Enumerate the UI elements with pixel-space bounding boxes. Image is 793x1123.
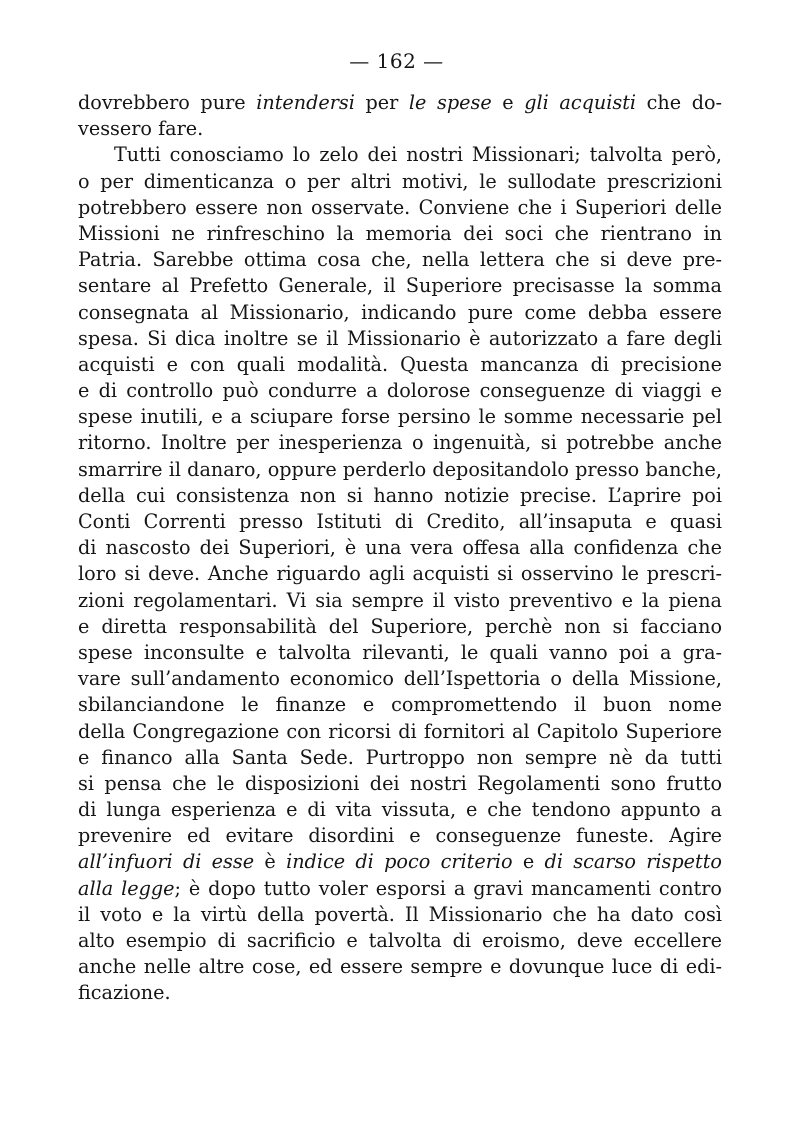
text-segment: di nascosto dei Superiori, è una vera offesa alla confidenza che	[78, 536, 722, 560]
text-segment: di scarso rispetto	[544, 850, 722, 874]
text-segment: sbilanciandone le finanze e compromettendo il buon nome	[78, 693, 722, 717]
text-segment: Tutti conosciamo lo zelo dei nostri Missionari; talvolta però,	[114, 143, 722, 167]
text-line	[78, 666, 722, 692]
page-number: — 162 —	[349, 49, 444, 73]
text-segment: indice di poco criterio	[286, 850, 513, 874]
text-line	[78, 980, 722, 1006]
text-segment: è	[254, 850, 287, 874]
text-line	[78, 326, 722, 352]
text-line	[78, 535, 722, 561]
text-line	[78, 142, 722, 168]
text-segment: e	[491, 91, 525, 114]
text-line	[78, 640, 722, 666]
text-segment: zioni regolamentari. Vi sia sempre il visto preventivo e la piena	[78, 588, 722, 612]
text-line	[78, 876, 722, 902]
text-line	[78, 300, 722, 326]
text-segment: acquisti e con quali modalità. Questa mancanza di precisione	[78, 352, 722, 376]
text-segment: di lunga esperienza e di vita vissuta, e che tendono appunto a	[78, 798, 722, 822]
text-segment: alto esempio di sacrificio e talvolta di eroismo, deve eccellere	[78, 929, 722, 952]
text-segment: ritorno. Inoltre per inesperienza o ingenuità, si potrebbe anche	[78, 431, 722, 455]
text-segment: spesa. Si dica inoltre se il Missionario è autorizzato a fare degli	[78, 326, 722, 350]
text-segment: potrebbero essere non osservate. Conviene che i Superiori delle	[78, 195, 722, 219]
text-segment: sentare al Prefetto Generale, il Superiore precisasse la somma	[78, 274, 722, 298]
text-segment: prevenire ed evitare disordini e conseguenze funeste. Agire	[78, 824, 722, 848]
text-line	[78, 719, 722, 745]
text-line	[78, 692, 722, 718]
text-segment: ficazione.	[78, 981, 171, 1005]
text-segment: alla legge	[78, 876, 175, 900]
text-segment: e	[512, 850, 545, 874]
text-line	[78, 90, 722, 116]
text-line	[78, 378, 722, 404]
text-segment: vare sull’andamento economico dell’Ispettoria o della Missione,	[78, 667, 722, 691]
text-line	[78, 273, 722, 299]
text-line	[78, 352, 722, 378]
text-segment: spese inconsulte e talvolta rilevanti, le quali vanno poi a gra-	[78, 640, 722, 664]
text-segment: il voto e la virtù della povertà. Il Missionario che ha dato così	[78, 902, 722, 926]
text-segment: per	[354, 91, 409, 114]
text-segment: anche nelle altre cose, ed essere sempre e dovunque luce di edi-	[78, 955, 722, 979]
text-line	[78, 849, 722, 875]
text-segment: e di controllo può condurre a dolorose conseguenze di viaggi e	[78, 379, 722, 403]
text-line	[78, 588, 722, 614]
text-segment: Patria. Sarebbe ottima cosa che, nella lettera che si deve pre-	[78, 248, 722, 272]
text-segment: gli acquisti	[524, 91, 637, 114]
text-line	[78, 509, 722, 535]
text-segment: le spese	[408, 91, 492, 114]
text-line	[78, 483, 722, 509]
text-segment: consegnata al Missionario, indicando pure come debba essere	[78, 300, 722, 324]
text-line	[78, 954, 722, 980]
text-line	[78, 457, 722, 483]
text-segment: si pensa che le disposizioni dei nostri Regolamenti sono frutto	[78, 771, 722, 795]
text-line	[78, 221, 722, 247]
text-segment: smarrire il danaro, oppure perderlo depositandolo presso banche,	[78, 457, 722, 481]
text-segment: e financo alla Santa Sede. Purtroppo non sempre nè da tutti	[78, 745, 722, 769]
text-line	[78, 195, 722, 221]
text-segment: intendersi	[256, 91, 355, 114]
text-segment: Missioni ne rinfreschino la memoria dei soci che rientrano in	[78, 221, 722, 245]
text-line	[78, 430, 722, 456]
text-line	[78, 247, 722, 273]
text-segment: loro si deve. Anche riguardo agli acquisti si osservino le prescri-	[78, 562, 722, 586]
text-line	[78, 928, 722, 954]
text-segment: all’infuori di esse	[78, 850, 255, 874]
text-line	[78, 169, 722, 195]
text-segment: o per dimenticanza o per altri motivi, le sullodate prescrizioni	[78, 169, 722, 193]
text-line	[78, 797, 722, 823]
text-line	[78, 561, 722, 587]
text-segment: ; è dopo tutto voler esporsi a gravi mancamenti contro	[174, 876, 722, 900]
text-segment: Conti Correnti presso Istituti di Credito, all’insaputa e quasi	[78, 510, 722, 533]
text-line	[78, 116, 722, 142]
text-segment: vessero fare.	[78, 117, 204, 141]
text-line	[78, 404, 722, 430]
text-line	[78, 614, 722, 640]
text-line	[78, 771, 722, 797]
text-line	[78, 745, 722, 771]
text-segment: e diretta responsabilità del Superiore, perchè non si facciano	[78, 614, 722, 638]
text-line	[78, 902, 722, 928]
text-segment: dovrebbero pure	[78, 91, 257, 114]
text-segment: della Congregazione con ricorsi di fornitori al Capitolo Superiore	[78, 719, 722, 743]
body-text	[78, 90, 722, 1007]
text-line	[78, 823, 722, 849]
text-segment: spese inutili, e a sciupare forse persino le somme necessarie pel	[78, 405, 722, 429]
text-segment: della cui consistenza non si hanno notizie precise. L’aprire poi	[78, 483, 722, 507]
text-segment: che do-	[636, 91, 723, 114]
